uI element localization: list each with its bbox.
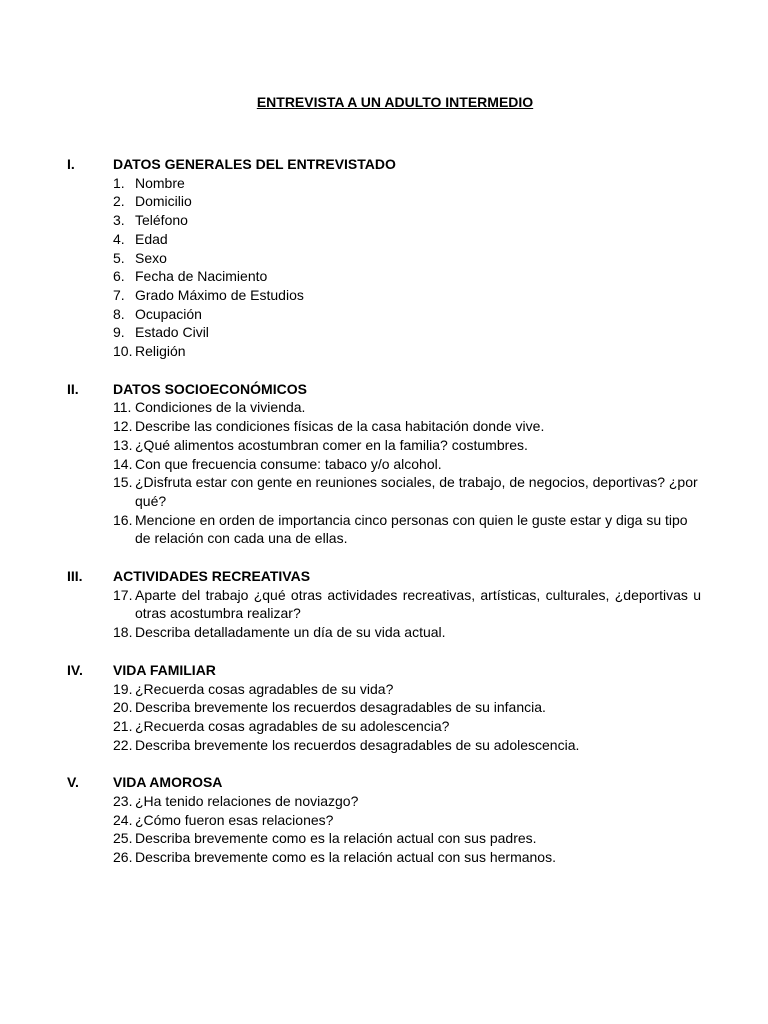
list-item [113,267,701,286]
item-number: 20. [113,699,133,716]
item-number: 7. [113,286,125,303]
item-number: 15. [113,474,133,491]
list-item [113,174,701,193]
item-text: Aparte del trabajo ¿qué otras actividades recreativas, artísticas, culturales, ¿deportivas u otras acostumbra realizar? [135,586,701,622]
question-list [67,680,701,755]
item-text: Describa brevemente como es la relación actual con sus padres. [135,830,537,847]
item-text: Ocupación [135,305,202,322]
list-item [113,211,701,230]
item-text: ¿Disfruta estar con gente en reuniones sociales, de trabajo, de negocios, deportivas? ¿por qué? [135,474,698,509]
section-heading [67,380,701,399]
list-item [113,417,701,436]
item-text: Condiciones de la vivienda. [135,399,306,416]
item-text: ¿Recuerda cosas agradables de su vida? [135,680,394,697]
item-text: Describe las condiciones físicas de la casa habitación donde vive. [135,418,545,435]
item-text: Describa brevemente como es la relación actual con sus hermanos. [135,849,556,866]
section-heading [67,661,701,680]
item-number: 19. [113,680,133,697]
list-item [113,473,701,510]
item-number: 22. [113,736,133,753]
section-number: V. [67,774,79,791]
section-title: DATOS SOCIOECONÓMICOS [113,380,307,397]
question-list [67,398,701,548]
item-number: 4. [113,230,125,247]
list-item [113,305,701,324]
question-list [67,586,701,642]
item-text: ¿Cómo fueron esas relaciones? [135,811,334,828]
list-item [113,455,701,474]
list-item [113,342,701,361]
item-number: 26. [113,849,133,866]
item-text: Teléfono [135,212,188,229]
item-text: Estado Civil [135,324,209,341]
item-number: 9. [113,324,125,341]
list-item [113,680,701,699]
item-number: 25. [113,830,133,847]
section-heading [67,773,701,792]
section-title: DATOS GENERALES DEL ENTREVISTADO [113,156,396,172]
item-number: 6. [113,268,125,285]
item-number: 5. [113,249,125,266]
list-item [113,398,701,417]
list-item [113,230,701,249]
list-item [113,436,701,455]
item-text: Mencione en orden de importancia cinco personas con quien le guste estar y diga su tipo de relación con cada una de ellas. [135,511,688,547]
item-number: 23. [113,793,133,810]
item-number: 18. [113,624,133,641]
item-number: 10. [113,343,133,360]
list-item [113,792,701,811]
list-item [113,811,701,830]
list-item [113,623,701,642]
item-number: 17. [113,586,133,603]
item-text: Edad [135,230,168,247]
list-item [113,192,701,211]
item-text: Grado Máximo de Estudios [135,286,304,303]
list-item [113,511,701,548]
list-item [113,717,701,736]
section-heading [67,155,701,174]
document-title: ENTREVISTA A UN ADULTO INTERMEDIO [256,94,534,110]
list-item [113,848,701,867]
question-list [67,174,701,361]
item-number: 14. [113,455,133,472]
item-number: 1. [113,174,125,191]
list-item [113,323,701,342]
list-item [113,829,701,848]
item-text: Nombre [135,174,185,191]
item-number: 3. [113,212,125,229]
item-text: Domicilio [135,193,192,210]
list-item [113,736,701,755]
item-number: 2. [113,193,125,210]
list-item [113,698,701,717]
item-text: Describa detalladamente un día de su vida actual. [135,624,446,641]
item-number: 24. [113,811,133,828]
section [67,661,701,755]
section-heading [67,567,701,586]
section-number: I. [67,156,75,172]
section-number: IV. [67,661,83,678]
section [67,567,701,642]
item-text: Religión [135,343,186,360]
section-title: VIDA AMOROSA [113,774,223,791]
item-text: ¿Qué alimentos acostumbran comer en la familia? costumbres. [135,436,528,453]
item-text: Con que frecuencia consume: tabaco y/o alcohol. [135,455,442,472]
item-text: Fecha de Nacimiento [135,268,268,285]
item-number: 11. [113,399,132,416]
section [67,155,701,361]
section-number: II. [67,380,79,397]
item-text: Describa brevemente los recuerdos desagradables de su infancia. [135,699,546,716]
item-text: ¿Recuerda cosas agradables de su adolescencia? [135,717,450,734]
item-text: Sexo [135,249,167,266]
list-item [113,249,701,268]
list-item [113,286,701,305]
item-number: 13. [113,436,133,453]
section-title: VIDA FAMILIAR [113,661,216,678]
list-item [113,586,701,623]
section-title: ACTIVIDADES RECREATIVAS [113,568,311,585]
section-number: III. [67,568,83,585]
item-number: 21. [113,717,133,734]
item-text: Describa brevemente los recuerdos desagradables de su adolescencia. [135,736,580,753]
question-list [67,792,701,867]
sections-container [67,155,701,886]
item-number: 16. [113,511,133,528]
item-text: ¿Ha tenido relaciones de noviazgo? [135,793,359,810]
section [67,380,701,548]
item-number: 8. [113,305,125,322]
section [67,773,701,867]
item-number: 12. [113,418,133,435]
